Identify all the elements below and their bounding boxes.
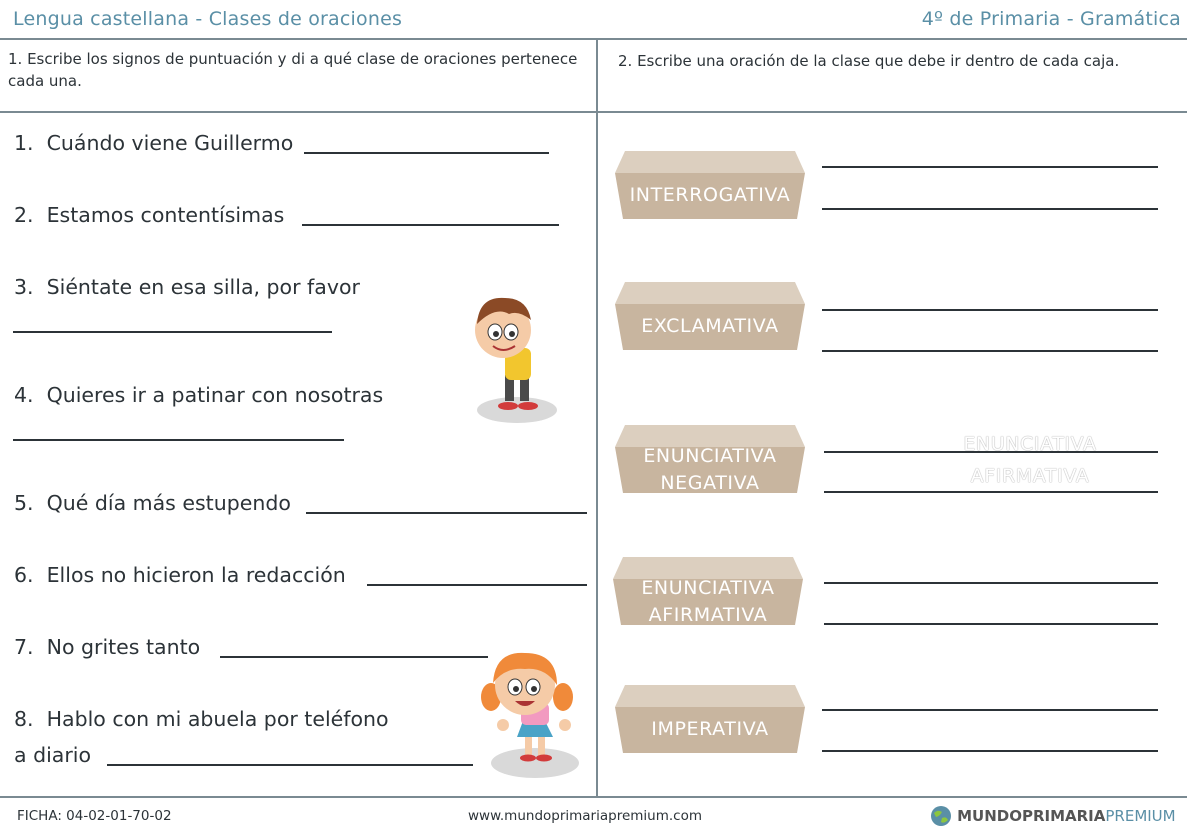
box-label-line2: NEGATIVA bbox=[660, 472, 760, 494]
brand-primaria: PRIMARIA bbox=[1021, 807, 1106, 825]
brand-premium: PREMIUM bbox=[1105, 807, 1176, 825]
sentence-2: 2. Estamos contentísimas bbox=[14, 203, 285, 227]
sentence-4: 4. Quieres ir a patinar con nosotras bbox=[14, 383, 384, 407]
answer-line-5[interactable] bbox=[306, 512, 587, 514]
column-divider bbox=[596, 38, 598, 796]
box-1-line-1[interactable] bbox=[822, 166, 1158, 168]
girl-illustration bbox=[465, 645, 585, 785]
box-2-line-1[interactable] bbox=[822, 309, 1158, 311]
sentence-8: 8. Hablo con mi abuela por teléfono bbox=[14, 707, 389, 731]
answer-line-2[interactable] bbox=[302, 224, 559, 226]
sentence-5: 5. Qué día más estupendo bbox=[14, 491, 291, 515]
instruction-left: 1. Escribe los signos de puntuación y di a qué clase de oraciones pertenece cada una. bbox=[8, 50, 578, 90]
box-label-line1: ENUNCIATIVA bbox=[643, 445, 777, 467]
page-title: Lengua castellana - Clases de oraciones bbox=[13, 8, 403, 30]
box-exclamativa bbox=[615, 282, 805, 350]
box-4-line-2[interactable] bbox=[824, 623, 1158, 625]
box-label-line1: ENUNCIATIVA bbox=[641, 577, 775, 599]
box-2-line-2[interactable] bbox=[822, 350, 1158, 352]
instruction-right: 2. Escribe una oración de la clase que debe ir dentro de cada caja. bbox=[618, 52, 1120, 70]
website-url[interactable]: www.mundoprimariapremium.com bbox=[468, 808, 702, 824]
header-divider bbox=[0, 38, 1187, 40]
box-label: INTERROGATIVA bbox=[629, 184, 791, 206]
box-label: EXCLAMATIVA bbox=[641, 315, 779, 337]
brand-logo bbox=[930, 805, 1176, 827]
footer-divider bbox=[0, 796, 1187, 798]
box-label: IMPERATIVA bbox=[651, 718, 769, 740]
box-label-line2: AFIRMATIVA bbox=[648, 604, 768, 626]
sentence-6: 6. Ellos no hicieron la redacción bbox=[14, 563, 346, 587]
globe-icon bbox=[930, 805, 952, 827]
answer-line-4[interactable] bbox=[13, 439, 344, 441]
answer-line-1[interactable] bbox=[304, 152, 549, 154]
box-interrogativa bbox=[615, 151, 805, 219]
sentence-7: 7. No grites tanto bbox=[14, 635, 201, 659]
box-enunciativa-afirmativa bbox=[613, 557, 803, 625]
answer-line-3[interactable] bbox=[13, 331, 332, 333]
box-enunciativa-negativa bbox=[615, 425, 805, 493]
box-5-line-2[interactable] bbox=[822, 750, 1158, 752]
ghost-label-line2: AFIRMATIVA bbox=[970, 465, 1090, 487]
brand-mundo: MUNDO bbox=[957, 807, 1022, 825]
grade-subject-title: 4º de Primaria - Gramática bbox=[921, 8, 1181, 30]
ficha-code: FICHA: 04-02-01-70-02 bbox=[17, 808, 172, 824]
box-imperativa bbox=[615, 685, 805, 753]
answer-line-7[interactable] bbox=[220, 656, 488, 658]
box-4-line-1[interactable] bbox=[824, 582, 1158, 584]
sentence-1: 1. Cuándo viene Guillermo bbox=[14, 131, 294, 155]
sentence-8-continuation: a diario bbox=[14, 743, 92, 767]
box-1-line-2[interactable] bbox=[822, 208, 1158, 210]
answer-line-6[interactable] bbox=[367, 584, 587, 586]
boy-illustration bbox=[465, 290, 565, 430]
instruction-divider bbox=[0, 111, 1187, 113]
answer-line-8[interactable] bbox=[107, 764, 473, 766]
sentence-3: 3. Siéntate en esa silla, por favor bbox=[14, 275, 360, 299]
box-5-line-1[interactable] bbox=[822, 709, 1158, 711]
ghost-label-line1: ENUNCIATIVA bbox=[963, 433, 1097, 455]
